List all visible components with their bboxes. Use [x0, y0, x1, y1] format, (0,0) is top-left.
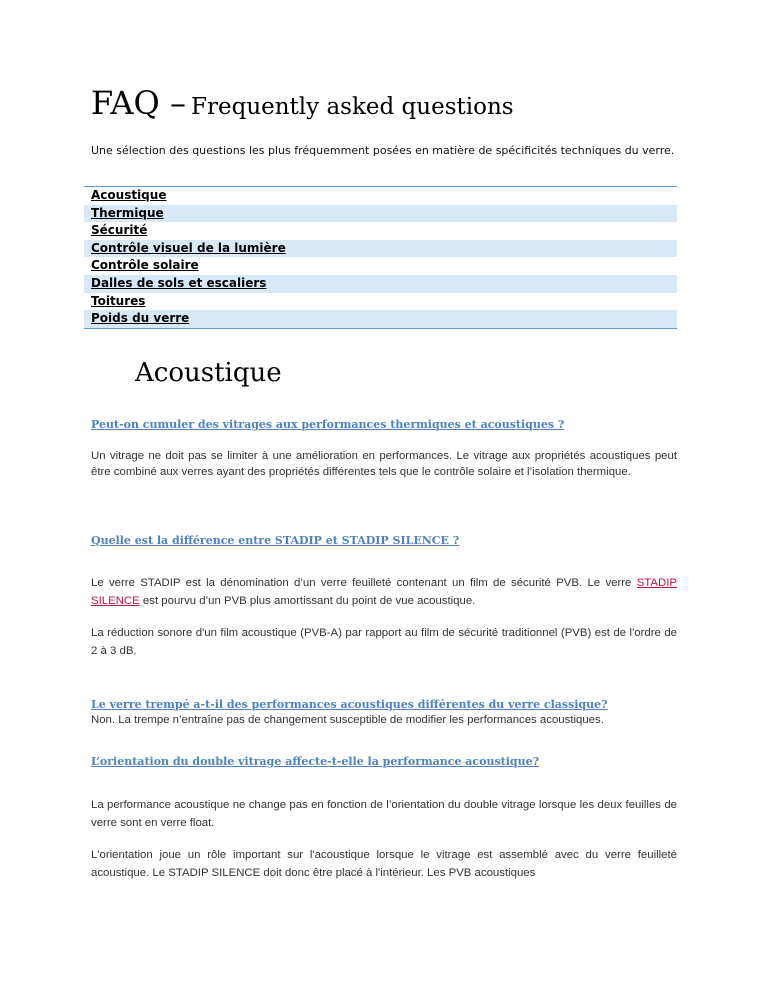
page-title	[91, 84, 514, 122]
toc-item-controle-visuel[interactable]: Contrôle visuel de la lumière	[84, 240, 677, 258]
faq-question-1[interactable]: Peut-on cumuler des vitrages aux performances thermiques et acoustiques ?	[91, 418, 565, 431]
toc-item-controle-solaire[interactable]: Contrôle solaire	[91, 258, 199, 273]
faq-question-3[interactable]: Le verre trempé a-t-il des performances acoustiques différentes du verre classique?	[91, 698, 608, 711]
table-of-contents	[84, 186, 677, 329]
toc-item-acoustique[interactable]: Acoustique	[91, 188, 167, 202]
faq-answer-2a	[91, 574, 677, 610]
section-heading-acoustique: Acoustique	[135, 358, 282, 388]
toc-item-toitures[interactable]: Toitures	[91, 293, 146, 308]
toc-item-dalles[interactable]: Dalles de sols et escaliers	[84, 275, 677, 293]
faq-answer-2a-post: est pourvu d’un PVB plus amortissant du point de vue acoustique.	[139, 595, 476, 607]
toc-item-thermique[interactable]: Thermique	[84, 205, 677, 223]
faq-answer-4b: L'orientation joue un rôle important sur l'acoustique lorsque le vitrage est assemblé avec du verre feuilleté acoustique. Le STADIP SILENCE doit donc être placé à l'intérieur. Les PVB acoustiques	[91, 849, 677, 879]
faq-question-2[interactable]: Quelle est la différence entre STADIP et STADIP SILENCE ?	[91, 534, 460, 547]
faq-answer-3: Non. La trempe n’entraîne pas de changement susceptible de modifier les performances acoustiques.	[91, 714, 604, 726]
faq-answer-2b: La réduction sonore d'un film acoustique (PVB-A) par rapport au film de sécurité traditionnel (PVB) est de l'ordre de 2 à 3 dB.	[91, 627, 677, 657]
faq-answer-1: Un vitrage ne doit pas se limiter à une amélioration en performances. Le vitrage aux propriétés acoustiques peut être combiné aux verres ayant des propriétés différentes tels que le contrôle solaire et l’isolation thermique.	[91, 450, 677, 478]
faq-answer-2a-pre: Le verre STADIP est la dénomination d’un verre feuilleté contenant un film de sécurité PVB. Le verre	[91, 577, 637, 589]
faq-question-4[interactable]: L’orientation du double vitrage affecte-t-elle la performance acoustique?	[91, 755, 540, 768]
title-subtitle: Frequently asked questions	[191, 94, 514, 120]
intro-paragraph: Une sélection des questions les plus fréquemment posées en matière de spécificités techniques du verre.	[91, 144, 675, 157]
toc-item-securite[interactable]: Sécurité	[91, 223, 148, 238]
faq-answer-4a: La performance acoustique ne change pas en fonction de l’orientation du double vitrage lorsque les deux feuilles de verre sont en verre float.	[91, 799, 677, 829]
stadip-silence-link[interactable]: STADIP SILENCE	[91, 577, 677, 607]
toc-item-poids[interactable]: Poids du verre	[84, 310, 677, 328]
title-faq: FAQ –	[91, 84, 186, 122]
